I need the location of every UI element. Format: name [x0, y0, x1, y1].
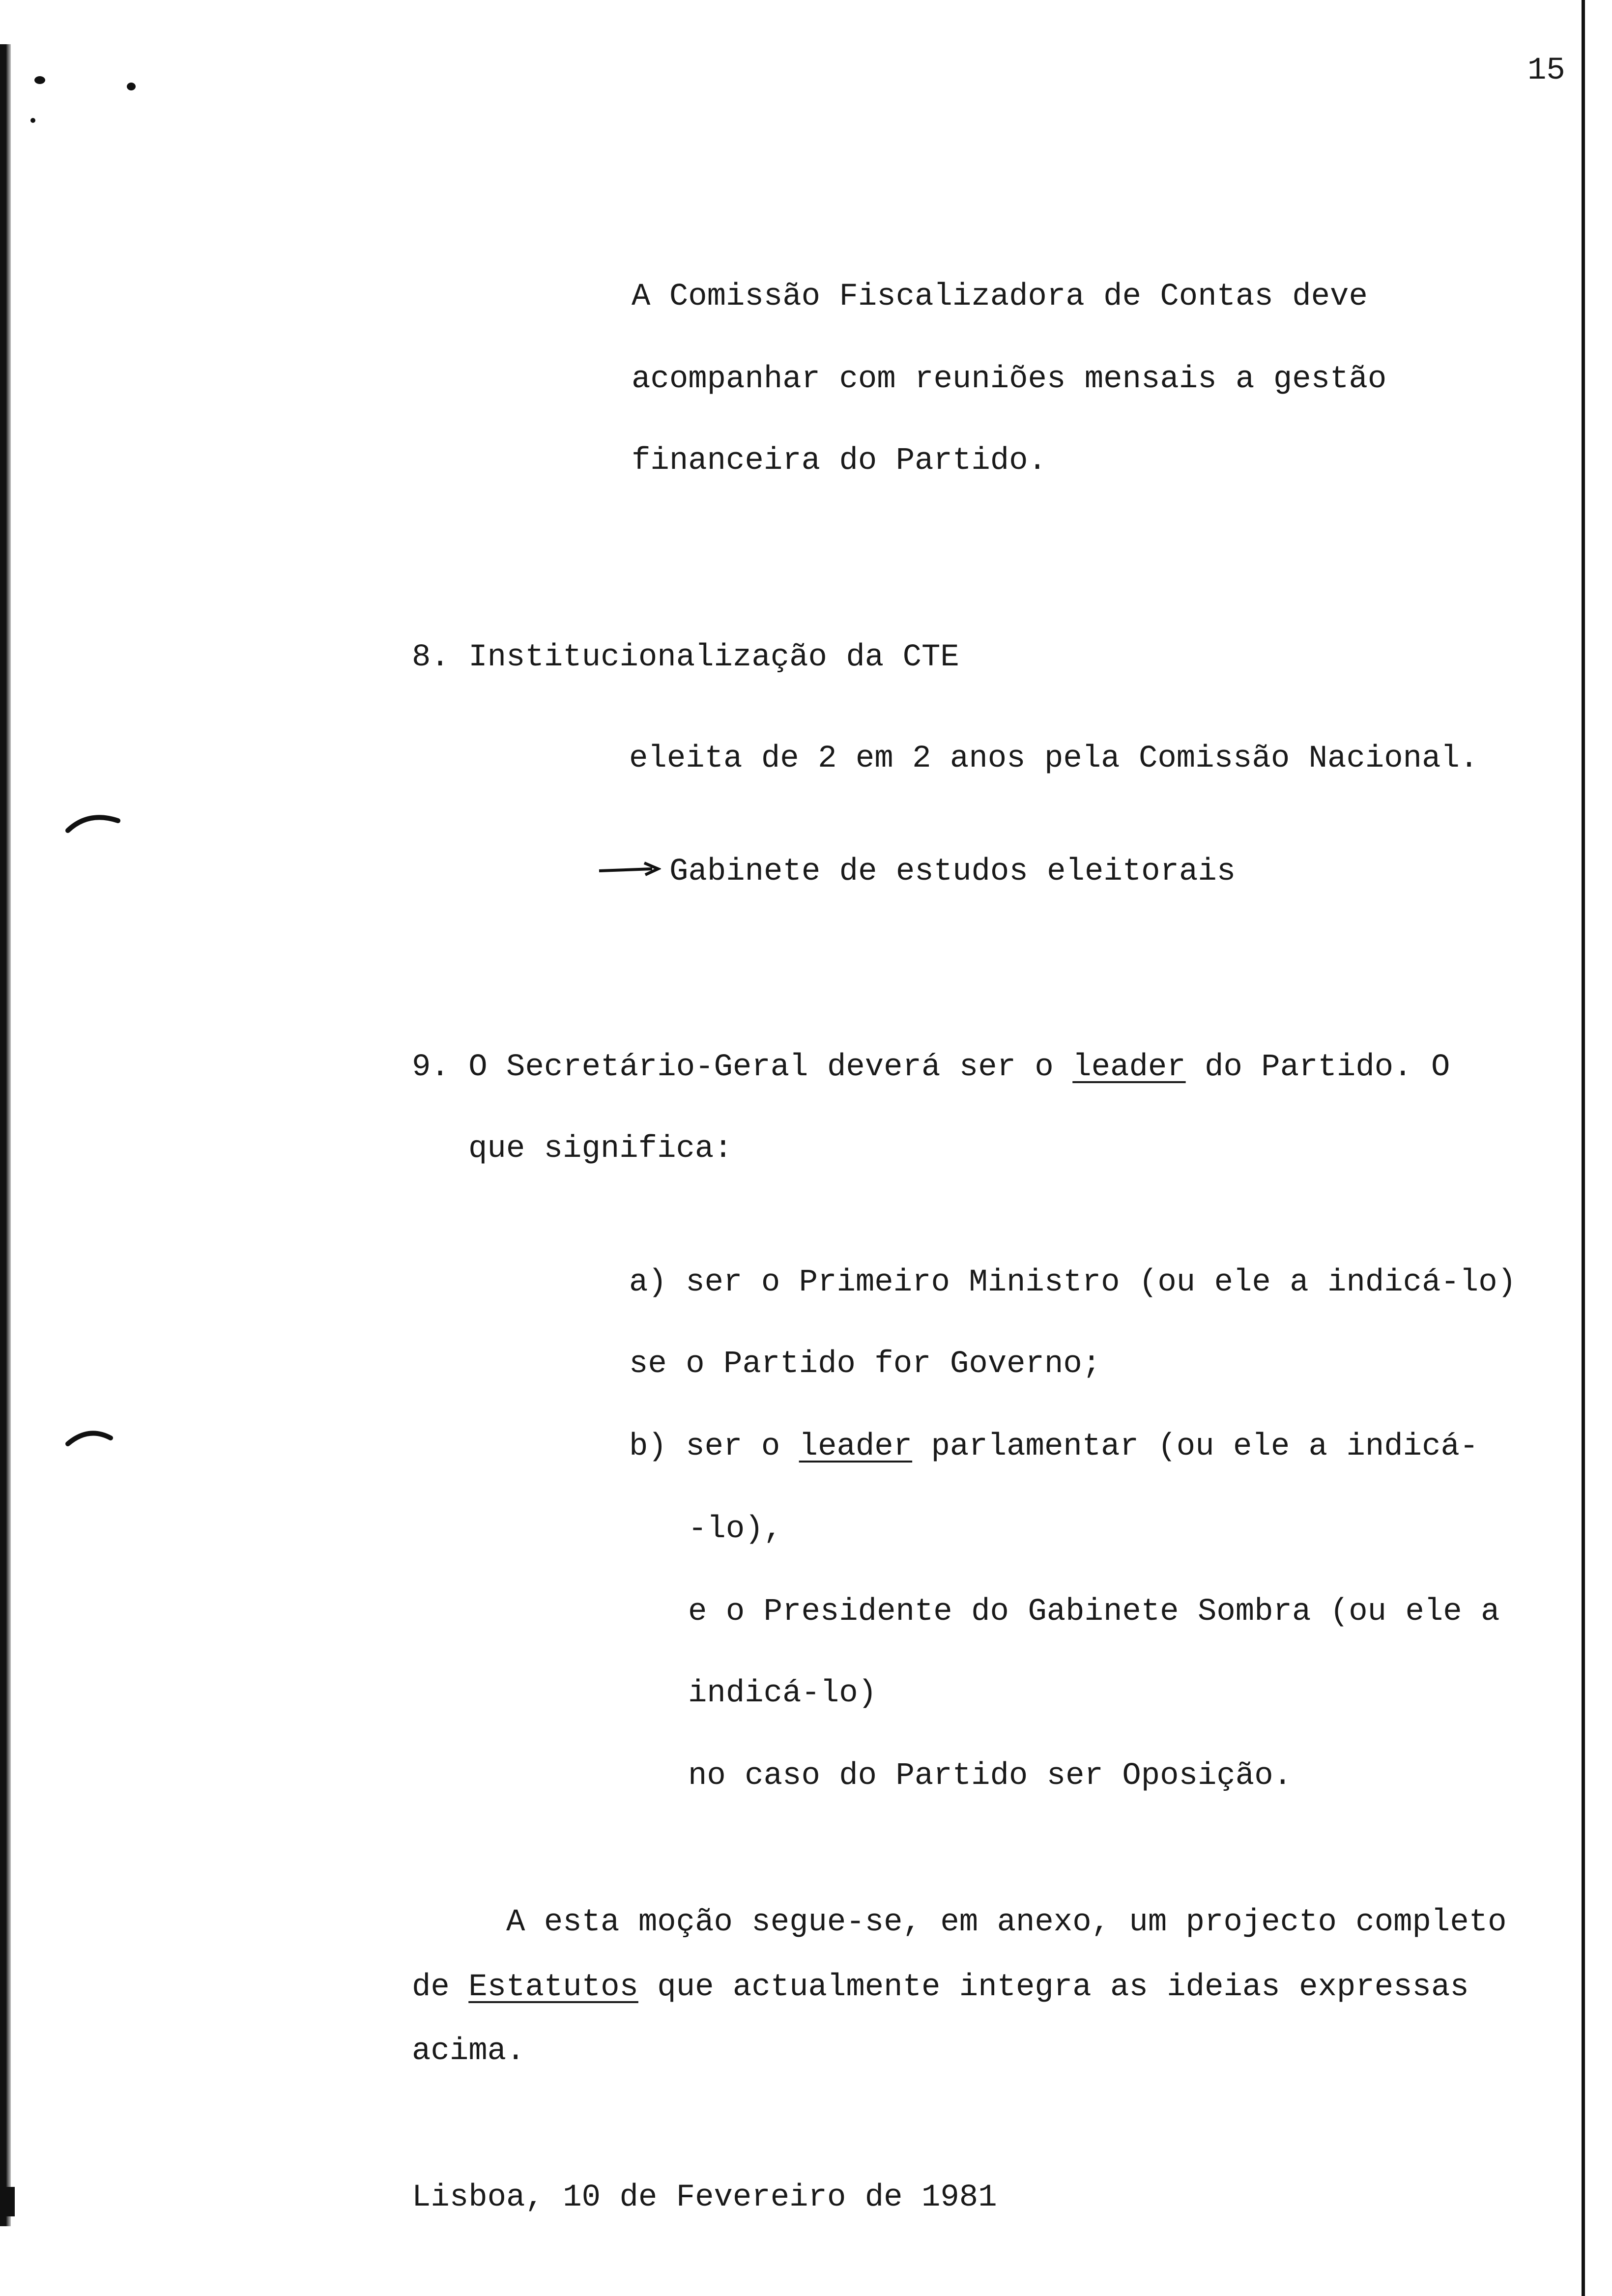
scan-speck — [30, 118, 35, 123]
paragraph-line: A Comissão Fiscalizadora de Contas deve — [632, 279, 1368, 315]
punch-hole-mark — [64, 801, 133, 835]
scan-left-edge-notch — [0, 2187, 15, 2216]
page-number: 15 — [1527, 53, 1565, 88]
closing-line-3: acima. — [412, 2034, 525, 2069]
item-8-line: eleita de 2 em 2 anos pela Comissão Nacional. — [629, 741, 1479, 776]
closing-line-2 — [412, 1972, 1469, 2003]
scan-right-edge — [1582, 0, 1585, 2296]
item-9a-line-1: a) ser o Primeiro Ministro (ou ele a indicá-lo) — [629, 1265, 1517, 1300]
arrow-icon — [597, 859, 661, 879]
item-9b-line-2: -lo), — [688, 1512, 783, 1547]
item-9-line-1 — [412, 1052, 1450, 1083]
place-date-line: Lisboa, 10 de Fevereiro de 1981 — [412, 2180, 997, 2215]
scan-left-edge — [0, 44, 11, 2226]
item-9-underlined-word: leader — [1072, 1050, 1186, 1085]
paragraph-line: acompanhar com reuniões mensais a gestão — [632, 362, 1387, 397]
scan-speck — [34, 76, 45, 84]
punch-hole-mark — [64, 1420, 123, 1450]
item-9b-text: parlamentar (ou ele a indicá- — [912, 1429, 1479, 1464]
item-9b-underlined-word: leader — [799, 1429, 913, 1464]
item-8-heading: 8. Institucionalização da CTE — [412, 640, 959, 675]
closing-text: de — [412, 1970, 469, 2005]
item-9b-text: b) ser o — [629, 1429, 799, 1464]
item-8-arrow-text: Gabinete de estudos eleitorais — [669, 854, 1236, 890]
scan-speck — [127, 83, 136, 90]
paragraph-line: financeira do Partido. — [632, 443, 1047, 479]
item-9-line-2: que significa: — [468, 1131, 733, 1167]
closing-underlined-word: Estatutos — [468, 1970, 638, 2005]
item-9b-line-3: e o Presidente do Gabinete Sombra (ou ele a — [688, 1594, 1500, 1630]
item-9-text: 9. O Secretário-Geral deverá ser o — [412, 1050, 1073, 1085]
item-9b-line-5: no caso do Partido ser Oposição. — [688, 1758, 1292, 1794]
item-9b-line-4: indicá-lo) — [688, 1676, 877, 1711]
item-9b-line-1 — [629, 1431, 1478, 1463]
item-9a-line-2: se o Partido for Governo; — [629, 1347, 1101, 1382]
item-9-text: do Partido. O — [1185, 1050, 1450, 1085]
closing-text: que actualmente integra as ideias expressas — [638, 1970, 1469, 2005]
closing-line-1: A esta moção segue-se, em anexo, um projecto completo — [506, 1905, 1507, 1940]
